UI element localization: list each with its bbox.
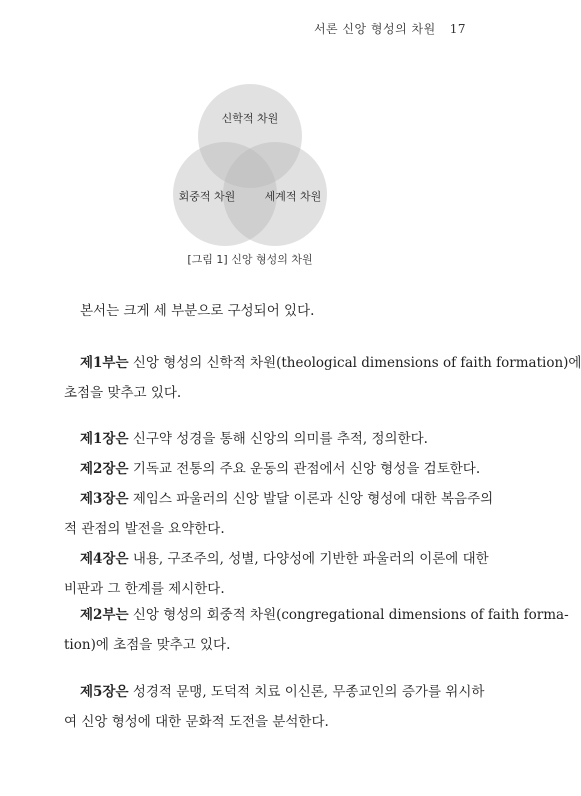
ch3-text-line2: 적 관점의 발전을 요약한다. <box>64 521 225 537</box>
ch3-line1 <box>64 484 494 514</box>
venn-diagram <box>150 80 350 245</box>
right-circle-label: 세계적 차원 <box>264 190 322 203</box>
ch4-line1 <box>64 544 489 574</box>
ch4-lead: 제4장은 <box>80 551 129 567</box>
running-title: 서론 신앙 형성의 차원 <box>313 22 436 36</box>
chapters-b-paragraph <box>64 677 485 737</box>
ch2-lead: 제2장은 <box>80 461 129 477</box>
ch2-text: 기독교 전통의 주요 운동의 관점에서 신앙 형성을 검토한다. <box>128 461 481 477</box>
part2-line1 <box>64 600 569 630</box>
part2-text-line2: tion)에 초점을 맞추고 있다. <box>64 637 231 653</box>
part1-lead: 제1부는 <box>80 355 129 371</box>
ch2-line <box>64 454 481 484</box>
part2-lead: 제2부는 <box>80 607 129 623</box>
intro-text: 본서는 크게 세 부분으로 구성되어 있다. <box>80 303 315 319</box>
part2-text-line1: 신앙 형성의 회중적 차원(congregational dimensions of faith forma- <box>128 607 569 623</box>
ch5-line1 <box>64 677 485 707</box>
intro-paragraph <box>80 296 480 326</box>
ch5-text-line2: 여 신앙 형성에 대한 문화적 도전을 분석한다. <box>64 714 329 730</box>
ch3-lead: 제3장은 <box>80 491 129 507</box>
part2-paragraph <box>64 600 569 660</box>
part1-text-line1: 신앙 형성의 신학적 차원(theological dimensions of faith formation)에 <box>128 355 581 371</box>
ch5-lead: 제5장은 <box>80 684 129 700</box>
ch4-text-line2: 비판과 그 한계를 제시한다. <box>64 581 225 597</box>
ch5-text-line1: 성경적 문맹, 도덕적 치료 이신론, 무종교인의 증가를 위시하 <box>128 684 485 700</box>
figure-caption: [그림 1] 신앙 형성의 차원 <box>187 253 313 266</box>
running-header <box>314 20 466 37</box>
part1-text-line2: 초점을 맞추고 있다. <box>64 385 182 401</box>
top-circle-label: 신학적 차원 <box>221 112 279 125</box>
part1-line1 <box>64 348 581 378</box>
ch3-text-line1: 제임스 파울러의 신앙 발달 이론과 신앙 형성에 대한 복음주의 <box>128 491 494 507</box>
ch1-lead: 제1장은 <box>80 431 129 447</box>
ch1-text: 신구약 성경을 통해 신앙의 의미를 추적, 정의한다. <box>128 431 428 447</box>
ch1-line <box>64 424 464 454</box>
part1-paragraph <box>64 348 581 408</box>
page-number: 17 <box>449 22 466 36</box>
chapters-a-paragraph <box>64 424 494 604</box>
left-circle-label: 회중적 차원 <box>178 190 236 203</box>
ch4-text-line1: 내용, 구조주의, 성별, 다양성에 기반한 파울러의 이론에 대한 <box>128 551 489 567</box>
